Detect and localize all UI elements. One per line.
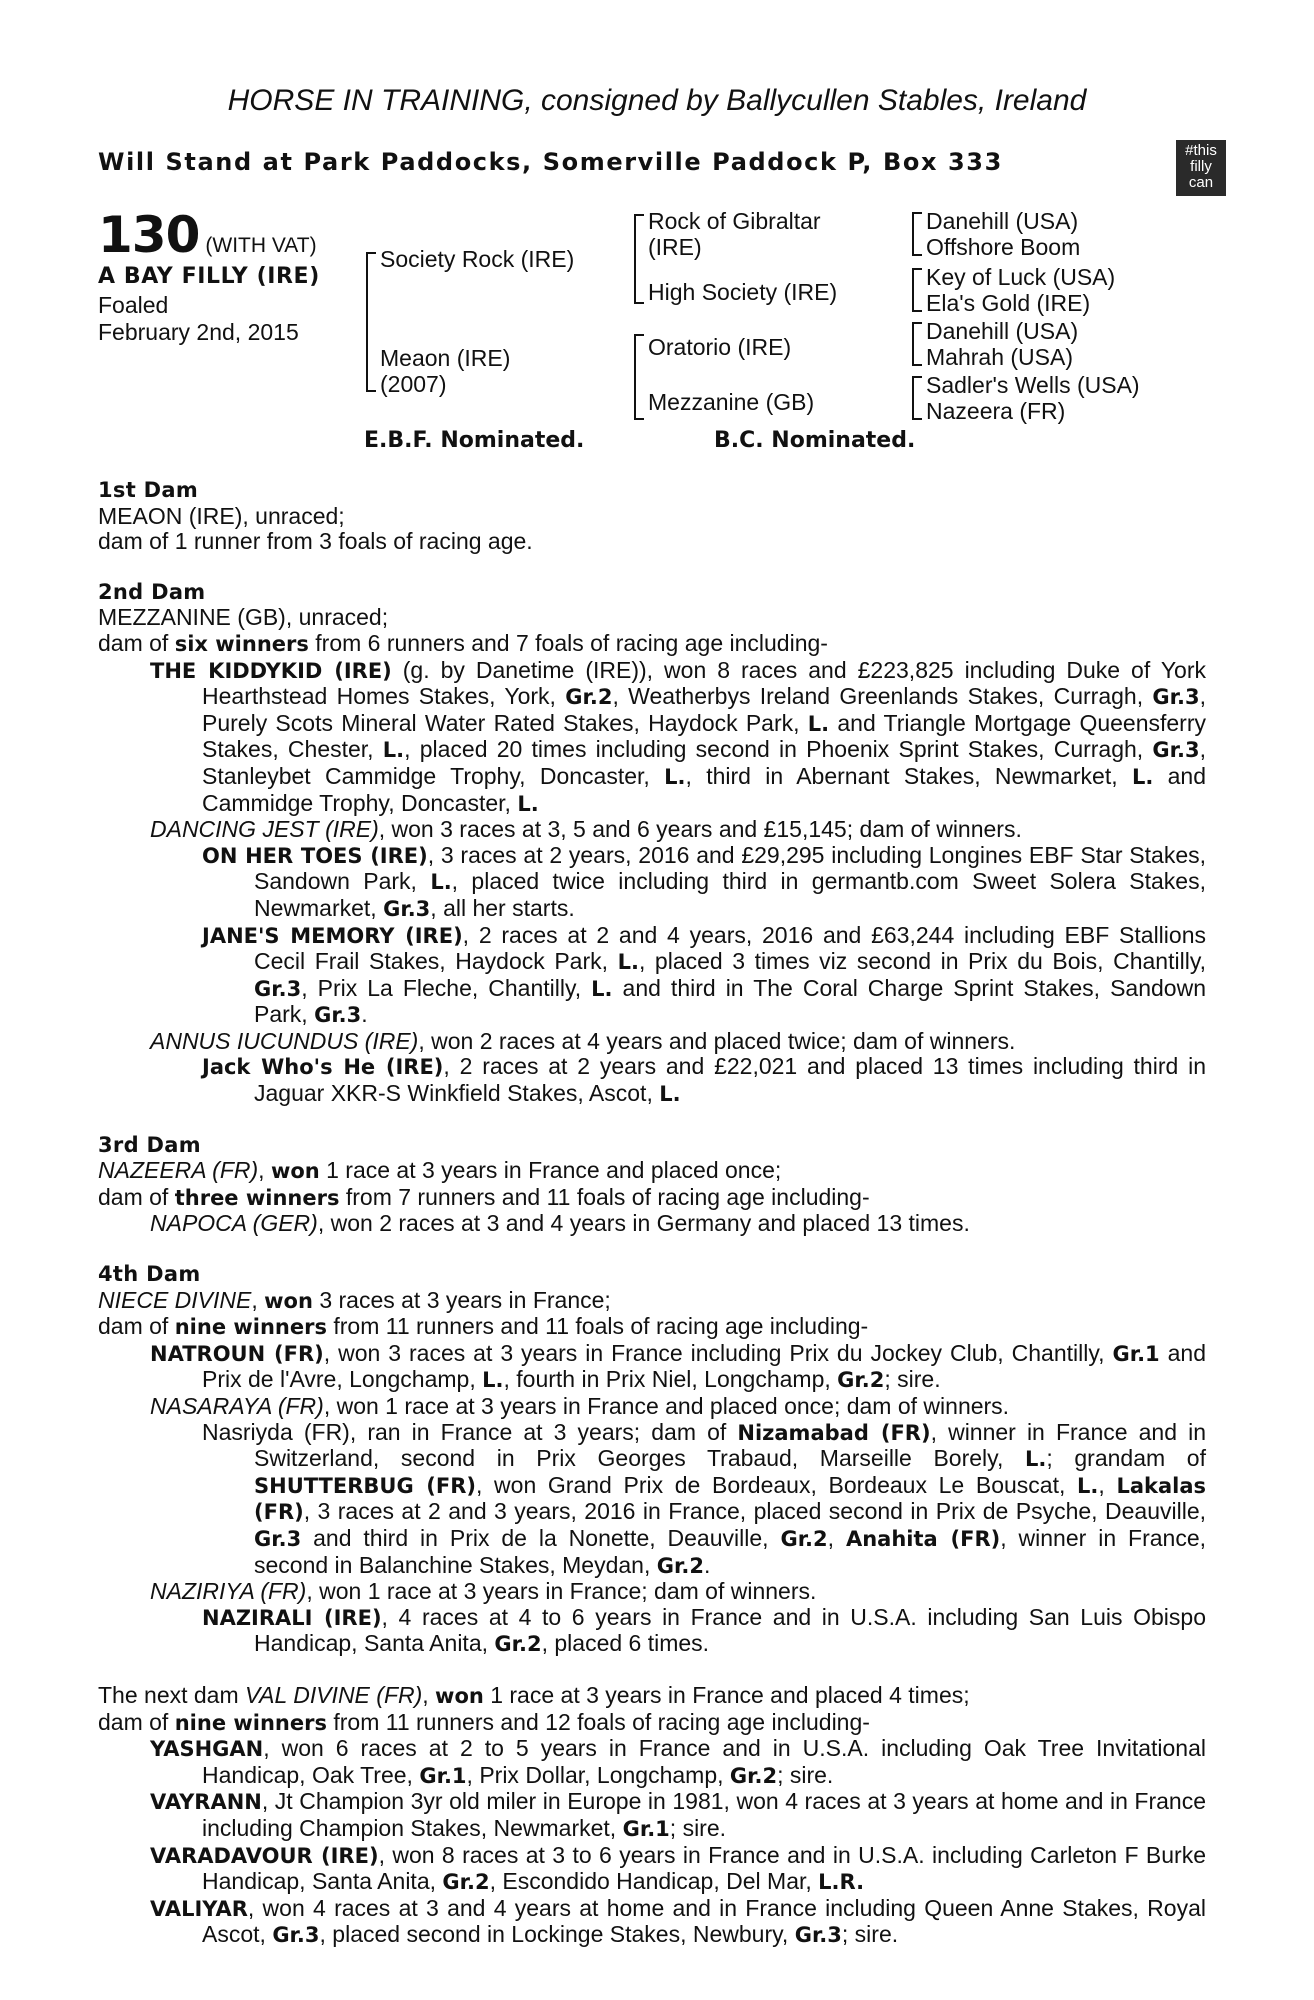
pedigree-brace (912, 322, 922, 366)
sire-dam-dam: Ela's Gold (IRE) (926, 290, 1091, 316)
sire-sire: Rock of Gibraltar (648, 208, 821, 234)
sire: Society Rock (IRE) (380, 246, 575, 272)
produce-entry: NAPOCA (GER), won 2 races at 3 and 4 years in Germany and placed 13 times. (150, 1210, 970, 1237)
sire-dam-sire: Key of Luck (USA) (926, 264, 1116, 290)
foaled-label: Foaled (98, 292, 169, 318)
section-heading: 2nd Dam (98, 579, 206, 604)
produce-entry: NATROUN (FR), won 3 races at 3 years in France including Prix du Jockey Club, Chantilly, Gr.1 and Prix de l'Avre, Longchamp, L., fourth in Prix Niel, Longchamp, Gr.2; sire. (150, 1339, 1207, 1393)
dam-line: MEAON (IRE), unraced; (98, 502, 345, 529)
dam-line: The next dam VAL DIVINE (FR), won 1 race at 3 years in France and placed 4 times; (98, 1681, 970, 1708)
catalogue-body (98, 478, 1206, 1949)
produce-entry: NASARAYA (FR), won 1 race at 3 years in France and placed once; dam of winners. (150, 1393, 1010, 1419)
sire-sire-sire: Danehill (USA) (926, 208, 1079, 234)
ebf-nominated: E.B.F. Nominated. (364, 428, 585, 453)
pedigree-brace (634, 334, 644, 420)
catalogue-header: HORSE IN TRAINING, consigned by Ballycullen Stables, Ireland (227, 84, 1087, 117)
dam-produce-line: dam of nine winners from 11 runners and 12 foals of racing age including- (98, 1708, 870, 1735)
dam-produce-line: dam of three winners from 7 runners and 11 foals of racing age including- (98, 1183, 870, 1210)
produce-entry: VARADAVOUR (IRE), won 8 races at 3 to 6 years in France and in U.S.A. including Carleton F Burke Handicap, Santa Anita, Gr.2, Escondido Handicap, Del Mar, L.R. (150, 1841, 1207, 1895)
dam-produce-line: dam of 1 runner from 3 foals of racing age. (98, 528, 533, 555)
second-dam-section (98, 580, 1206, 1108)
produce-entry: NAZIRALI (IRE), 4 races at 4 to 6 years in France and in U.S.A. including San Luis Obispo Handicap, Santa Anita, Gr.2, placed 6 times. (202, 1603, 1206, 1657)
dam-dam-dam: Nazeera (FR) (926, 398, 1066, 424)
this-filly-can-logo (1176, 140, 1226, 196)
pedigree-brace (912, 212, 922, 256)
produce-entry: ANNUS IUCUNDUS (IRE), won 2 races at 4 years and placed twice; dam of winners. (150, 1027, 1016, 1054)
logo-line-1: #this (1185, 142, 1217, 159)
lot-number-block (98, 206, 317, 264)
dam-year: (2007) (380, 371, 447, 397)
pedigree-brace (912, 376, 922, 420)
logo-line-3: can (1188, 174, 1214, 191)
foaled-block (98, 292, 299, 346)
produce-entry: DANCING JEST (IRE), won 3 races at 3, 5 and 6 years and £15,145; dam of winners. (150, 816, 1022, 843)
first-dam-section (98, 478, 1206, 555)
venue-line: Will Stand at Park Paddocks, Somerville Paddock P, Box 333 (98, 148, 1003, 176)
dam-line: NIECE DIVINE, won 3 races at 3 years in France; (98, 1286, 611, 1313)
dam-sire-sire: Danehill (USA) (926, 318, 1079, 344)
produce-entry: YASHGAN, won 6 races at 2 to 5 years in France and in U.S.A. including Oak Tree Invitational Handicap, Oak Tree, Gr.1, Prix Dollar, Longchamp, Gr.2; sire. (150, 1735, 1206, 1788)
next-dam-section (98, 1683, 1206, 1949)
section-heading: 4th Dam (98, 1262, 201, 1287)
logo-line-2: filly (1190, 158, 1212, 175)
produce-entry: NAZIRIYA (FR), won 1 race at 3 years in France; dam of winners. (150, 1578, 817, 1605)
sire-sire-dam: Offshore Boom (926, 234, 1081, 260)
dam-dam: Mezzanine (GB) (648, 389, 815, 415)
sire-sire-suffix: (IRE) (648, 234, 702, 260)
pedigree-brace (912, 268, 922, 312)
produce-entry: JANE'S MEMORY (IRE), 2 races at 2 and 4 years, 2016 and £63,244 including EBF Stallions Cecil Frail Stakes, Haydock Park, L., placed 3 times viz second in Prix du Bois, Chantilly, Gr.3, Prix La Fleche, Chantilly, L. and third in The Coral Charge Sprint Stakes, Sandown Park, Gr.3. (202, 921, 1206, 1028)
produce-entry: VAYRANN, Jt Champion 3yr old miler in Europe in 1981, won 4 races at 3 years at home and in France including Champion Stakes, Newmarket, Gr.1; sire. (150, 1788, 1206, 1841)
section-heading: 1st Dam (98, 478, 199, 502)
dam-sire-dam: Mahrah (USA) (926, 344, 1073, 370)
lot-number: 130 (98, 206, 200, 264)
produce-entry: Jack Who's He (IRE), 2 races at 2 years and £22,021 and placed 13 times including third in Jaguar XKR-S Winkfield Stakes, Ascot, L. (202, 1053, 1206, 1107)
vat-note: (WITH VAT) (205, 234, 317, 257)
produce-entry: THE KIDDYKID (IRE) (g. by Danetime (IRE)), won 8 races and £223,825 including Duke of York Hearthstead Homes Stakes, York, Gr.2, Weatherbys Ireland Greenlands Stakes, Curragh, Gr.3, Purely Scots Mineral Water Rated Stakes, Haydock Park, L. and Triangle Mortgage Queensferry Stakes, Chester, L., placed 20 times including second in Phoenix Sprint Stakes, Curragh, Gr.3, Stanleybet Cammidge Trophy, Doncaster, L., third in Abernant Stakes, Newmarket, L. and Cammidge Trophy, Doncaster, L. (150, 656, 1207, 816)
produce-entry: Nasriyda (FR), ran in France at 3 years; dam of Nizamabad (FR), winner in France and in Switzerland, second in Prix Georges Trabaud, Marseille Borely, L.; grandam of SHUTTERBUG (FR), won Grand Prix de Bordeaux, Bordeaux Le Bouscat, L., Lakalas (FR), 3 races at 2 and 3 years, 2016 in France, placed second in Prix de Psyche, Deauville, Gr.3 and third in Prix de la Nonette, Deauville, Gr.2, Anahita (FR), winner in France, second in Balanchine Stakes, Meydan, Gr.2. (202, 1418, 1207, 1578)
foaled-date: February 2nd, 2015 (98, 319, 299, 345)
pedigree-brace (634, 214, 644, 304)
dam-produce-line: dam of six winners from 6 runners and 7 foals of racing age including- (98, 629, 828, 656)
bc-nominated: B.C. Nominated. (714, 428, 916, 453)
dam-sire: Oratorio (IRE) (648, 334, 792, 360)
dam-produce-line: dam of nine winners from 11 runners and 11 foals of racing age including- (98, 1313, 869, 1340)
dam: Meaon (IRE) (380, 345, 511, 371)
lot-name: A BAY FILLY (IRE) (98, 264, 320, 289)
sire-dam: High Society (IRE) (648, 279, 838, 305)
produce-entry: ON HER TOES (IRE), 3 races at 2 years, 2016 and £29,295 including Longines EBF Star Stakes, Sandown Park, L., placed twice including third in germantb.com Sweet Solera Stakes, Newmarket, Gr.3, all her starts. (202, 841, 1206, 921)
dam-dam-sire: Sadler's Wells (USA) (926, 372, 1140, 398)
fourth-dam-section (98, 1262, 1206, 1658)
section-heading: 3rd Dam (98, 1132, 201, 1157)
produce-entry: VALIYAR, won 4 races at 3 and 4 years at home and in France including Queen Anne Stakes, Royal Ascot, Gr.3, placed second in Lockinge Stakes, Newbury, Gr.3; sire. (150, 1894, 1206, 1948)
third-dam-section (98, 1133, 1206, 1237)
dam-line: MEZZANINE (GB), unraced; (98, 604, 389, 631)
pedigree-brace (366, 252, 376, 392)
dam-line: NAZEERA (FR), won 1 race at 3 years in France and placed once; (98, 1157, 782, 1184)
